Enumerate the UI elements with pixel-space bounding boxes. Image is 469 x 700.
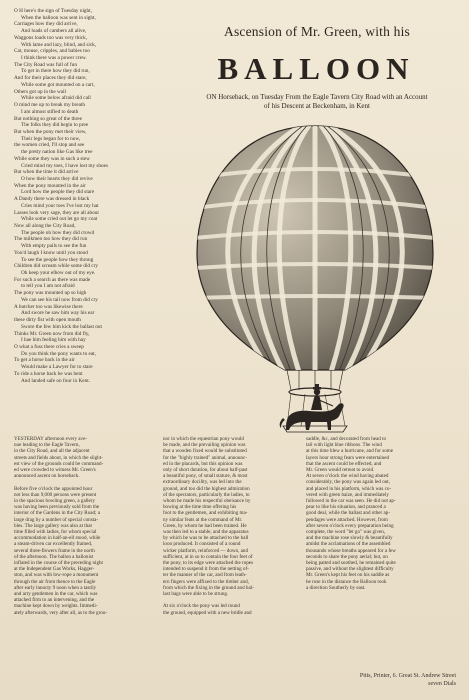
prose-line: ter the manner of the car, and from leath- xyxy=(163,572,247,579)
verse-line: Cat, mouse, cripples, and babies too xyxy=(14,48,90,55)
prose-line: passive, and without the slightest difficulty xyxy=(306,566,394,573)
verse-line: To get a horse back in the air xyxy=(14,357,75,364)
balloon-illustration xyxy=(175,108,455,443)
prose-line: At six o'clock the pony was led round xyxy=(163,603,240,610)
verse-line: To ride a horse back he was bent xyxy=(14,370,83,377)
verse-line: A Dandy there was dressed in black xyxy=(14,196,90,203)
prose-line: and the machine rose slowly & beautifully xyxy=(306,535,393,542)
prose-line: several three-flowers frame in the north xyxy=(14,547,95,554)
verse-line: For such a search as there was made xyxy=(14,276,91,283)
prose-line: wicker platform, reinforced — down, and xyxy=(163,547,249,554)
prose-line: ground, and too did the highest admiration xyxy=(163,485,250,492)
prose-line: for the "highly trained" animal, announc- xyxy=(163,454,247,461)
verse-line: O mind me up to break my breath xyxy=(14,102,86,109)
prose-line: after early innocty 9 noon when a tastily xyxy=(14,584,97,591)
verse-line: But when the pony met their view, xyxy=(14,128,87,135)
prose-line: a beautiful pony, of small stature, & most xyxy=(163,473,248,480)
verse-line: Their legs began for to now, xyxy=(21,135,81,142)
prose-line: time filled with ladies, for whom special xyxy=(14,529,97,536)
verse-line: Oh keep your elbow out of my eye. xyxy=(21,270,96,277)
verse-line: With lame and lazy, blind, and sick, xyxy=(21,41,97,48)
subtitle-line-1: ON Horseback, on Tuesday From the Eagle Tavern City Road with an Account xyxy=(206,93,428,101)
verse-line: And for their places they did stare, xyxy=(14,75,87,82)
verse-line: Now all along the City Road, xyxy=(14,223,76,229)
prose-line: whom he made his respectful obeisance by xyxy=(163,498,251,505)
subtitle-line-2: of his Descent at Beckenham, in Kent xyxy=(264,102,370,110)
verse-line: A butcher too was likewise there xyxy=(14,303,83,310)
prose-line: followed in the car was seen. He did not ap- xyxy=(306,498,396,505)
verse-line: To see the people how they throng xyxy=(21,256,94,263)
verse-line: While some got mounted on a cart, xyxy=(21,81,95,88)
prose-line: attached firm to an intervening, and the xyxy=(14,597,95,604)
verse-line: Do you think the pony wants to eat, xyxy=(21,350,96,357)
imprint-line-1: Pitts, Printer, 6. Great St. Andrew Street xyxy=(359,673,456,679)
verse-line: The people oh how they did crowd xyxy=(21,229,95,236)
prose-line: nor in which the equestrian pony would xyxy=(163,436,244,442)
prose-line: a steam-driven car excellently framed, xyxy=(14,541,93,548)
prose-line: tail with light blue ribbons. The wind xyxy=(306,442,382,449)
verse-line: You'd laugh I know until you stood xyxy=(14,249,88,256)
verse-line: Lasses look very sage, they are all about xyxy=(14,209,99,216)
verse-line: We can see his tail now from did cry xyxy=(21,296,98,303)
verse-line: Waggons loads too was very thick, xyxy=(14,34,88,41)
prose-line: ately afterwards, very after all, as to the grou- xyxy=(14,609,108,616)
verse-line: Carriages how they did arrive, xyxy=(14,21,78,28)
prose-line: at the Independent Gas Works, Hagger- xyxy=(14,566,95,573)
verse-line: Cries mind your toes I've lost my hat xyxy=(21,202,99,209)
prose-line: vered with green baize, and immediately xyxy=(306,491,389,498)
prose-column-1 xyxy=(14,436,158,674)
verse-line: Children did scream while some did cry xyxy=(14,263,98,270)
prose-line: accommodation in half-an-ell stood, while xyxy=(14,535,101,542)
verse-line: While some cried out let go my coat xyxy=(21,216,98,223)
prose-line: through the air from thence to the Eagle xyxy=(14,578,96,585)
prose-line: ern fingers were affixed to the timber and, xyxy=(163,578,249,585)
prose-line: and placed in his platform, which was co- xyxy=(306,485,392,492)
prose-line: was having been previously sold from the xyxy=(14,504,100,511)
verse-line: Cried mind my toes, I have lost my shoes xyxy=(21,162,109,169)
verse-line: the pretty nation like Gas like tree xyxy=(21,149,93,156)
prose-line: ed in the placards, but this opinion was xyxy=(163,460,243,467)
prose-line: announced ascent on horseback. xyxy=(14,473,80,480)
verse-line: I think there was a power crew. xyxy=(21,55,87,62)
prose-line: not less than 9,000 persons were present xyxy=(14,491,97,498)
prose-line: sufficient, at in so to contain the four feet of xyxy=(163,553,253,560)
title-line: Ascension of Mr. Green, with his xyxy=(224,24,410,39)
printer-imprint xyxy=(306,672,456,688)
prose-line: seconds to share the pony aerial; but, on xyxy=(306,553,388,560)
verse-line: the women cried, I'll stop and see xyxy=(14,142,85,149)
prose-line: Mr. Green's kept his feet on his saddle as xyxy=(306,572,390,579)
prose-line: nue leading to the Eagle Tavern, xyxy=(14,442,80,449)
prose-line: ed were crowded to witness Mr. Green's xyxy=(14,467,96,474)
prose-line: Green, by whom he had been trained. He xyxy=(163,522,247,529)
verse-line: The City Road was full of fun xyxy=(14,61,77,68)
verse-line: But nothing so great of the three xyxy=(14,115,82,122)
verse-line: The pony was mounted up so high xyxy=(14,290,87,297)
prose-line: loon produced. It consisted of a round xyxy=(163,541,241,548)
prose-line: interior of the Gardens in the City Road; a xyxy=(14,510,101,517)
verse-line: these dirty fist with open mouth xyxy=(14,317,81,324)
prose-line: considerably, the pony was again led out, xyxy=(306,479,390,486)
prose-line: intended to suspend it from the netting of- xyxy=(163,566,249,573)
verse-line: With empty pails to see the fun xyxy=(21,243,87,250)
prose-line: of the afternoon. The ballon a ballonist xyxy=(14,553,94,560)
prose-line: Mr. Green would retreat to avoid. xyxy=(306,467,375,474)
verse-line: O H here's the sign of Tuesday night, xyxy=(14,8,92,14)
verse-line: And landed safe on four in Kent. xyxy=(21,377,90,384)
prose-line: amidst the acclamations of the assembled xyxy=(306,541,391,548)
prose-line: in the City Road, and all the adjacent xyxy=(14,448,90,455)
prose-line: only of short duration, for about half-past xyxy=(163,467,248,474)
prose-column-2 xyxy=(163,436,301,674)
imprint-line-2: seven Dials xyxy=(428,681,456,687)
prose-line: est view of the grounds could be command- xyxy=(14,460,104,467)
prose-line: that a wooden fixed would be substituted xyxy=(163,448,247,455)
prose-line: the pony, to its edge were attached the ropes xyxy=(163,560,254,567)
prose-line: he rose in the distance the Balloon took xyxy=(306,578,387,585)
prose-line: complete, the word "let go" was given, xyxy=(306,529,386,536)
verse-line: Would make a Lawyer for to stare xyxy=(21,364,93,371)
prose-line: inflated in the course of the preceding night xyxy=(14,560,103,567)
verse-line: O how their hearts they did revive xyxy=(21,175,93,182)
prose-line: be made, and the prevailing opinion was xyxy=(163,442,246,449)
verse-line: I hae him feeling him with hay xyxy=(21,337,86,344)
prose-line: thousands whose breaths appeared for a few xyxy=(306,547,396,554)
verse-line: And swore he saw him way his ear xyxy=(21,310,95,317)
prose-column-3 xyxy=(306,436,456,674)
prose-line: was then led to a stable, and the apparatus xyxy=(163,529,249,536)
prose-line: of the spectators, particularly the ladies, to xyxy=(163,491,250,498)
verse-column xyxy=(14,8,164,428)
prose-line: at this time blew a hurricane, and for some xyxy=(306,448,393,455)
prose-line: in the spacious bowling green, a gallery xyxy=(14,498,96,505)
prose-line: from which the fixing in the ground and bal- xyxy=(163,584,254,591)
verse-line: To get in there how they did run, xyxy=(21,68,90,75)
prose-line: by which he was to be attached to the ball xyxy=(163,535,249,542)
verse-line: When the balloon was sent in sight, xyxy=(21,14,96,21)
prose-line: machine kept down by weights. Immedi- xyxy=(14,603,98,610)
prose-line: bles. The large gallery was also at that xyxy=(14,522,92,529)
prose-line: a direction Southerly by east. xyxy=(306,584,366,591)
verse-line: to tell you I am not afraid xyxy=(21,283,75,290)
prose-line: pear to like his situation, and pranced a xyxy=(306,504,386,511)
verse-line: Thinks Mr. Green now from did fly, xyxy=(14,330,90,337)
verse-line: Swore the few him kick the ballast out xyxy=(21,323,102,330)
prose-line: last bags were able to be strung. xyxy=(163,591,229,598)
verse-line: While some below afraid did call xyxy=(21,95,91,102)
main-title: BALLOON xyxy=(217,51,415,86)
prose-line: and arry gentlemen in the car, which was xyxy=(14,591,98,598)
prose-line: that the ascent could be effected, and xyxy=(306,460,382,467)
prose-line: good deal, while the ballast and other ap- xyxy=(306,510,391,517)
prose-line: the ground, equipped with a new bridle and xyxy=(163,609,252,616)
prose-line: ston, and was with low-rope a monument xyxy=(14,572,99,579)
prose-line: foot to the gentlemen, and exhibiting ma- xyxy=(163,510,248,517)
verse-line: Lord how the people they did stare xyxy=(21,189,95,196)
verse-line: The folks they did begin to pree xyxy=(21,122,89,129)
prose-line: At seven o'clock the wind having abated xyxy=(306,473,389,480)
verse-line: While some they was in such a stew xyxy=(14,155,90,162)
verse-line: And loads of cambers all alive, xyxy=(21,28,87,35)
verse-line: When the pony mounted in the air xyxy=(14,182,86,189)
verse-line: But when the time it did arrive xyxy=(14,169,79,176)
prose-line: bowing at the time time offering his xyxy=(163,504,237,511)
prose-line: layers hour strong fears were entertained xyxy=(306,454,390,461)
prose-line: Before five o'clock the appointed hour xyxy=(14,485,93,492)
prose-line: large drag by a number of special consta- xyxy=(14,516,99,523)
prose-line: streets and fields about, in which the slight- xyxy=(14,454,103,461)
prose-line: being patted and soothed, he remained quite xyxy=(306,560,396,567)
prose-line: YESTERDAY afternoon every ave- xyxy=(14,436,88,442)
verse-line: Others got up in the wall xyxy=(14,88,67,95)
prose-line: ny similar feats at the command of Mr. xyxy=(163,516,243,523)
verse-line: I am almost stifled to death xyxy=(21,108,79,115)
prose-line: saddle, &c, and decorated from head to xyxy=(306,436,387,442)
verse-line: O what a fuss there cries a sweep xyxy=(14,343,84,350)
prose-line: pendages were attached. However, from xyxy=(306,516,388,523)
verse-line: The milkmen too how they did run xyxy=(14,236,88,243)
prose-line: extraordinary docility, was led into the xyxy=(163,479,242,486)
prose-line: after seven o'clock every preparation being xyxy=(306,522,394,529)
